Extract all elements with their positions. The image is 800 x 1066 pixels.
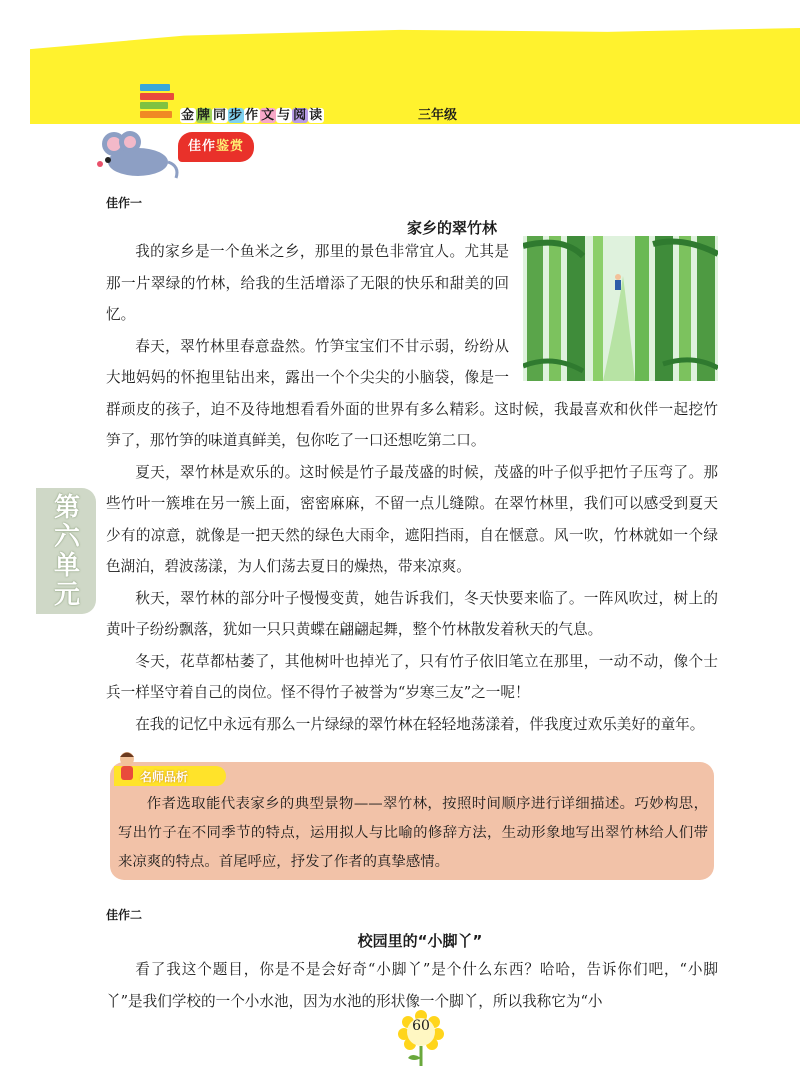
essay2-title: 校园里的“小脚丫”	[357, 932, 483, 950]
section-tag-text-b: 鉴赏	[216, 139, 245, 154]
series-char: 文	[261, 108, 276, 123]
books-icon	[140, 84, 174, 122]
essay2-paragraph: 看了我这个题目，你是不是会好奇“小脚丫”是个什么东西？哈哈，告诉你们吧，“小脚丫”是我们学校的一个小水池，因为水池的形状像一个脚丫，所以我称它为“小	[106, 961, 718, 1010]
series-char: 金	[181, 108, 196, 123]
series-title	[180, 104, 324, 123]
series-char: 阅	[293, 108, 308, 123]
series-char: 作	[245, 108, 260, 123]
essay1-paragraph: 我的家乡是一个鱼米之乡，那里的景色非常宜人。尤其是那一片翠绿的竹林，给我的生活增添了无限的快乐和甜美的回忆。	[106, 243, 509, 323]
series-char: 与	[277, 108, 292, 123]
teacher-icon	[116, 750, 138, 784]
section-tag-featured	[178, 132, 254, 162]
essay1-title: 家乡的翠竹林	[406, 219, 497, 237]
series-char: 读	[309, 108, 324, 123]
essay2-body	[106, 954, 718, 1016]
essay1-paragraph: 秋天，翠竹林的部分叶子慢慢变黄，她告诉我们，冬天快要来临了。一阵风吹过，树上的黄叶子纷纷飘落，犹如一只只黄蝶在翩翩起舞，整个竹林散发着秋天的气息。	[106, 589, 718, 638]
series-char: 步	[229, 108, 244, 123]
unit-label: 第六单元	[53, 493, 80, 610]
teacher-comment-body	[118, 790, 708, 877]
teacher-comment-label: 名师品析	[140, 770, 189, 784]
page-number: 60	[412, 1018, 430, 1034]
essay1-paragraph: 冬天，花草都枯萎了，其他树叶也掉光了，只有竹子依旧笔立在那里，一动不动，像个士兵一样坚守着自己的岗位。怪不得竹子被誉为“岁寒三友”之一呢！	[106, 652, 718, 701]
essay2-label: 佳作二	[106, 908, 143, 922]
teacher-comment-paragraph: 作者选取能代表家乡的典型景物——翠竹林，按照时间顺序进行详细描述。巧妙构思，写出竹子在不同季节的特点，运用拟人与比喻的修辞方法，生动形象地写出翠竹林给人们带来凉爽的特点。首尾呼应，抒发了作者的真挚感情。	[118, 796, 708, 870]
section-tag-text-a: 佳作	[187, 139, 216, 154]
essay1-paragraph: 在我的记忆中永远有那么一片绿绿的翠竹林在轻轻地荡漾着，伴我度过欢乐美好的童年。	[135, 715, 705, 733]
bamboo-forest-illustration	[523, 236, 718, 381]
essay1-paragraph: 夏天，翠竹林是欢乐的。这时候是竹子最茂盛的时候，茂盛的叶子似乎把竹子压弯了。那些竹叶一簇堆在另一簇上面，密密麻麻，不留一点儿缝隙。在翠竹林里，我们可以感受到夏天少有的凉意，就像是一把天然的绿色大雨伞，遮阳挡雨，自在惬意。风一吹，竹林就如一个绿色湖泊，碧波荡漾，为人们荡去夏日的燥热，带来凉爽。	[106, 463, 718, 575]
essay1-body	[106, 236, 718, 740]
series-char: 同	[213, 108, 228, 123]
essay1-paragraph: 春天，翠竹林里春意盎然。竹笋宝宝们不甘示弱，纷纷从大地妈妈的怀抱里钻出来，露出一个个尖尖的小脑袋，像是一群顽皮的孩子，迫不及待地想看看外面的世界有多么精彩。这时候，我最喜欢和伙伴一起挖竹笋了，那竹笋的味道真鲜美，包你吃了一口还想吃第二口。	[106, 337, 718, 449]
mouse-mascot-icon	[92, 126, 184, 182]
series-char: 牌	[197, 108, 212, 123]
grade-label: 三年级	[418, 108, 458, 123]
essay1-label: 佳作一	[106, 196, 143, 210]
